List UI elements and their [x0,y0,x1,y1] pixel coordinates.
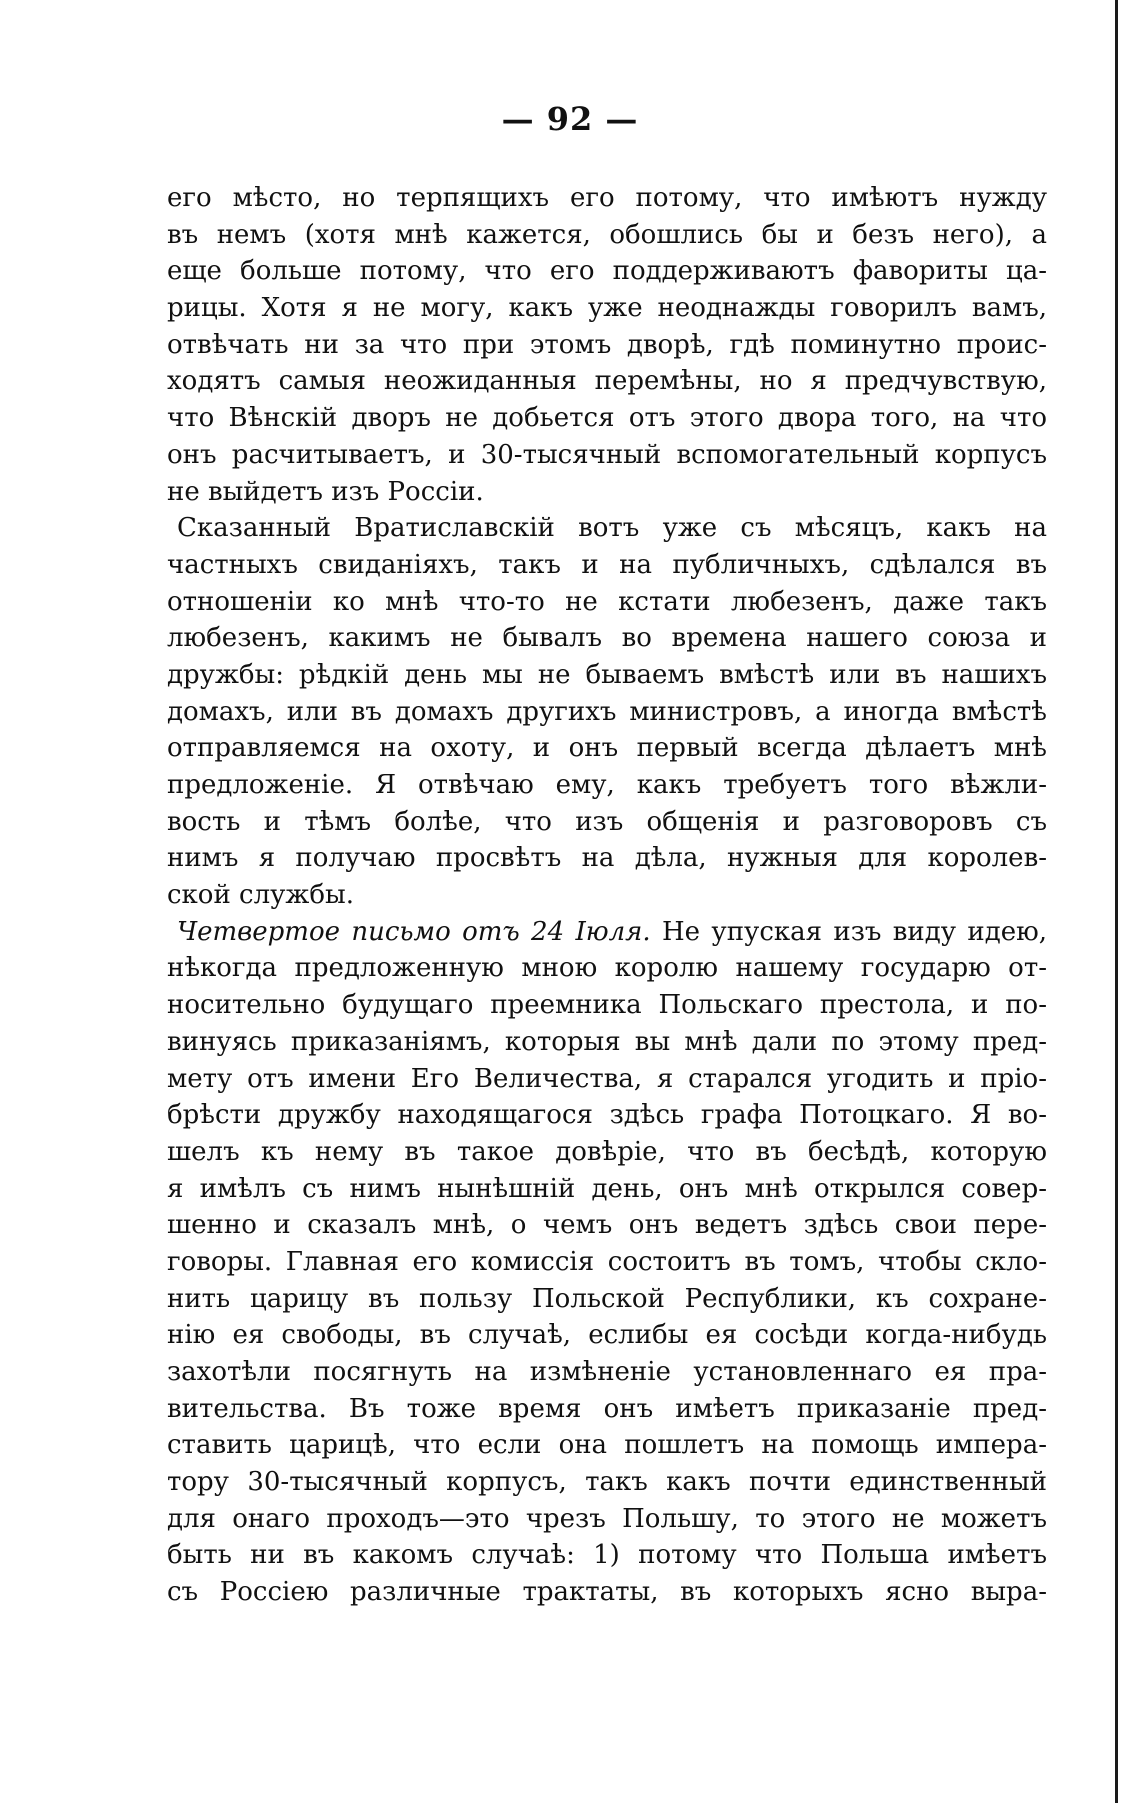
text-run: Не упуская изъ виду идею, [650,916,1047,947]
text-line: говоры. Главная его комиссія состоитъ въ томъ, чтобы скло- [167,1246,1047,1277]
text-line: его мѣсто, но терпящихъ его потому, что имѣютъ нужду [167,183,1047,213]
text-line: ходятъ самыя неожиданныя перемѣны, но я предчувствую, [167,366,1047,397]
text-line: шенно и сказалъ мнѣ, о чемъ онъ ведетъ здѣсь свои пере- [167,1210,1047,1241]
letter-heading: Четвертое письмо отъ 24 Іюля. [177,916,651,947]
text-line: домахъ, или въ домахъ другихъ министровъ, а иногда вмѣстѣ [167,696,1047,727]
text-line: вительства. Въ тоже время онъ имѣетъ приказаніе пред- [167,1393,1047,1424]
body-text [167,180,1047,1611]
text-line: брѣсти дружбу находящагося здѣсь графа Потоцкаго. Я во- [167,1100,1047,1131]
text-line: отвѣчать ни за что при этомъ дворѣ, гдѣ поминутно проис- [167,329,1047,360]
text-line [167,914,1047,951]
text-line: нію ея свободы, въ случаѣ, еслибы ея сосѣди когда-нибудь [167,1320,1047,1351]
text-line: въ немъ (хотя мнѣ кажется, обошлись бы и безъ него), а [167,219,1047,250]
text-line: носительно будущаго преемника Польскаго престола, и по- [167,990,1047,1021]
text-line: съ Россіею различные трактаты, въ которыхъ ясно выра- [167,1577,1047,1608]
text-line: вость и тѣмъ болѣе, что изъ общенія и разговоровъ съ [167,806,1047,837]
text-line: рицы. Хотя я не могу, какъ уже неоднажды говорилъ вамъ, [167,293,1047,324]
text-line: быть ни въ какомъ случаѣ: 1) потому что Польша имѣетъ [167,1540,1047,1571]
text-line: для онаго проходъ—это чрезъ Польшу, то этого не можетъ [167,1503,1047,1534]
text-line: онъ расчитываетъ, и 30-тысячный вспомогательный корпусъ [167,439,1047,470]
text-line: винуясь приказаніямъ, которыя вы мнѣ дали по этому пред- [167,1026,1047,1057]
scan-page-edge [1115,0,1118,1803]
text-line: я имѣлъ съ нимъ нынѣшній день, онъ мнѣ открылся совер- [167,1173,1047,1204]
text-line: ставить царицѣ, что если она пошлетъ на помощь импера- [167,1430,1047,1461]
text-line: отношеніи ко мнѣ что-то не кстати любезенъ, даже такъ [167,586,1047,617]
text-line: предложеніе. Я отвѣчаю ему, какъ требуетъ того вѣжли- [167,770,1047,800]
paragraph-1 [167,180,1047,510]
text-line: Сказанный Вратиславскій вотъ уже съ мѣсяцъ, какъ на [177,513,1047,544]
paragraph-2 [167,510,1047,914]
text-line: дружбы: рѣдкій день мы не бываемъ вмѣстѣ или въ нашихъ [167,659,1047,690]
text-line: нимъ я получаю просвѣтъ на дѣла, нужныя для королев- [167,843,1047,874]
text-line: отправляемся на охоту, и онъ первый всегда дѣлаетъ мнѣ [167,733,1047,764]
text-line: тору 30-тысячный корпусъ, такъ какъ почти единственный [167,1467,1047,1498]
page-number: — 92 — [501,100,639,138]
text-line: частныхъ свиданіяхъ, такъ и на публичныхъ, сдѣлался въ [167,549,1047,580]
text-line: нить царицу въ пользу Польской Республики, къ сохране- [167,1283,1047,1314]
text-line: еще больше потому, что его поддерживаютъ фавориты ца- [167,256,1047,287]
text-line: шелъ къ нему въ такое довѣріе, что въ бесѣдѣ, которую [167,1136,1047,1167]
text-line: нѣкогда предложенную мною королю нашему государю от- [167,953,1047,984]
text-line: любезенъ, какимъ не бывалъ во времена нашего союза и [167,623,1047,654]
text-line: мету отъ имени Его Величества, я старался угодить и пріо- [167,1063,1047,1094]
text-line: не выйдетъ изъ Россіи. [167,476,484,507]
text-line: что Вѣнскій дворъ не добьется отъ этого двора того, на что [167,403,1047,434]
text-line: захотѣли посягнуть на измѣненіе установленнаго ея пра- [167,1357,1047,1387]
paragraph-3 [167,914,1047,1611]
text-line: ской службы. [167,880,354,911]
